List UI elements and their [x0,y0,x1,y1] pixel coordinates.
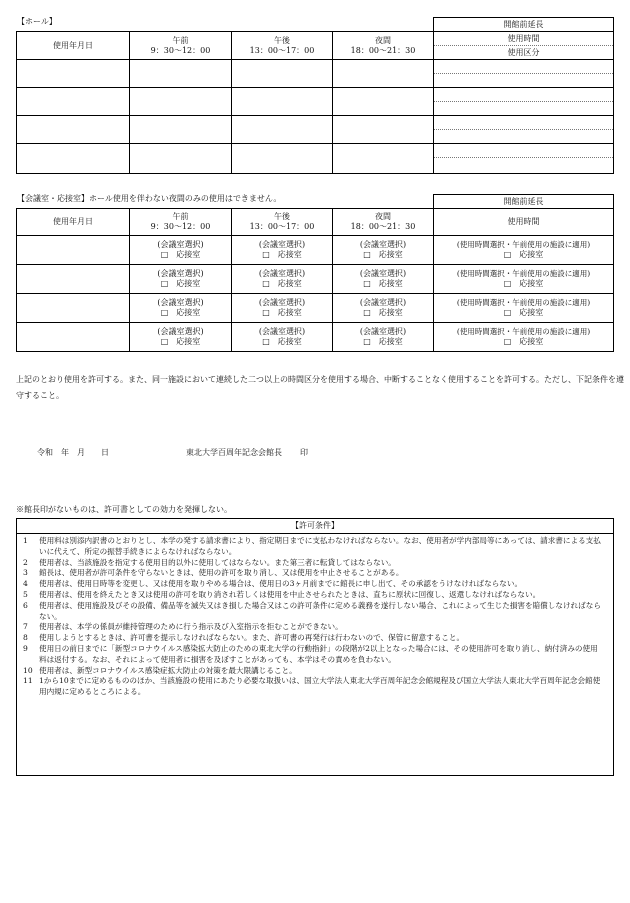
meeting-afternoon-cell[interactable]: (会議室選択) □ 応接室 [232,323,333,352]
list-item: 1 使用料は別添内訳書のとおりとし、本学の発する請求書により、指定期日までに支払わなければならない。なお、使用者が学内部局等にあっては、請求書による支払いに代えて、所定の振替手続きによらなければならない。 [23,536,601,556]
hall-slot-morning: 午前 9：30〜12：00 [130,32,232,60]
meeting-night-cell[interactable]: (会議室選択) □ 応接室 [333,323,434,352]
hall-early-cell[interactable] [434,102,614,116]
hall-afternoon-cell[interactable] [232,60,333,88]
hall-early-usage-time: 使用時間 [434,32,614,46]
hall-early-cell[interactable] [434,88,614,102]
meeting-early-cell[interactable]: (使用時間選択・午前使用の施設に適用) □ 応接室 [434,265,614,294]
seal-mark: 印 [300,448,308,457]
hall-slot-afternoon: 午後 13：00〜17：00 [232,32,333,60]
meeting-morning-cell[interactable]: (会議室選択) □ 応接室 [130,236,232,265]
conditions-list [17,534,613,698]
meeting-morning-cell[interactable]: (会議室選択) □ 応接室 [130,265,232,294]
meeting-slot-afternoon: 午後 13：00〜17：00 [232,209,333,236]
meeting-morning-cell[interactable]: (会議室選択) □ 応接室 [130,294,232,323]
table-row [17,116,434,144]
permit-conditions-box [16,518,614,776]
hall-night-cell[interactable] [333,144,434,174]
hall-morning-cell[interactable] [130,144,232,174]
list-item: 2 使用者は、当該施設を指定する使用目的以外に使用してはならない。また第三者に転貸してはならない。 [23,557,396,567]
table-row [17,294,434,323]
meeting-booking-table [16,208,434,352]
hall-early-cell[interactable] [434,74,614,88]
meeting-early-opening-table [433,194,614,352]
hall-night-cell[interactable] [333,88,434,116]
table-row [17,60,434,88]
meeting-afternoon-cell[interactable]: (会議室選択) □ 応接室 [232,294,333,323]
meeting-night-cell[interactable]: (会議室選択) □ 応接室 [333,236,434,265]
list-item: 10 使用者は、新型コロナウイルス感染症拡大防止の対策を最大限講じること。 [23,665,297,675]
meeting-afternoon-cell[interactable]: (会議室選択) □ 応接室 [232,236,333,265]
meeting-section-label: 【会議室・応接室】ホール使用を伴わない夜間のみの使用はできません。 [17,194,282,203]
hall-afternoon-cell[interactable] [232,116,333,144]
issue-date: 令和 年 月 日 [37,448,109,457]
list-item: 3 館長は、使用者が許可条件を守らないときは、使用の許可を取り消し、又は使用を中止させることがある。 [23,568,404,578]
list-item: 8 使用しようとするときは、許可書を提示しなければならない。また、許可書の再発行は行わないので、保管に留意すること。 [23,633,465,643]
hall-slot-night: 夜間 18：00〜21：30 [333,32,434,60]
list-item: 9 使用日の前日までに「新型コロナウイルス感染拡大防止のための東北大学の行動指針」の段階が2以上となった場合には、その使用許可を取り消し、納付済みの使用料は返付する。なお、それによって使用者に損害を及ぼすことがあっても、本学はその責めを負わない。 [23,643,598,664]
list-item: 6 使用者は、使用施設及びその設備、備品等を滅失又はき損した場合又はこの許可条件に定める義務を遂行しない場合、これによって生じた損害を賠償しなければならない。 [23,600,601,621]
table-row [17,144,434,174]
hall-date-cell[interactable] [17,144,130,174]
meeting-afternoon-cell[interactable]: (会議室選択) □ 応接室 [232,265,333,294]
hall-early-cell[interactable] [434,116,614,130]
hall-early-cell[interactable] [434,144,614,158]
meeting-date-cell[interactable] [17,323,130,352]
meeting-date-header: 使用年月日 [53,217,93,226]
hall-early-title: 開館前延長 [503,19,544,29]
hall-date-header: 使用年月日 [53,40,93,50]
meeting-early-cell[interactable]: (使用時間選択・午前使用の施設に適用) □ 応接室 [434,294,614,323]
hall-afternoon-cell[interactable] [232,144,333,174]
table-row [17,236,434,265]
meeting-morning-cell[interactable]: (会議室選択) □ 応接室 [130,323,232,352]
hall-early-cell[interactable] [434,130,614,144]
hall-morning-cell[interactable] [130,88,232,116]
meeting-night-cell[interactable]: (会議室選択) □ 応接室 [333,294,434,323]
meeting-slot-night: 夜間 18：00〜21：30 [333,209,434,236]
list-item: 4 使用者は、使用日時等を変更し、又は使用を取りやめる場合は、使用日の3ヶ月前までに館長に申し出て、その承認をうけなければならない。 [23,579,523,589]
meeting-date-cell[interactable] [17,236,130,265]
table-row [17,265,434,294]
meeting-date-cell[interactable] [17,294,130,323]
table-row [17,88,434,116]
hall-night-cell[interactable] [333,60,434,88]
hall-afternoon-cell[interactable] [232,88,333,116]
list-item: 7 使用者は、本学の係員が維持管理のために行う指示及び入室指示を拒むことができない。 [23,622,343,632]
hall-date-cell[interactable] [17,88,130,116]
permission-statement: 上記のとおり使用を許可する。また、同一施設において連続した二つ以上の時間区分を使用する場合、中断することなく使用することを許可する。ただし、下記条件を遵守すること。 [16,375,624,400]
hall-booking-table [16,31,434,174]
meeting-early-cell[interactable]: (使用時間選択・午前使用の施設に適用) □ 応接室 [434,323,614,352]
seal-validity-note: ※館長印がないものは、許可書としての効力を発揮しない。 [16,505,232,514]
conditions-title: 【許可条件】 [17,519,613,534]
meeting-night-cell[interactable]: (会議室選択) □ 応接室 [333,265,434,294]
meeting-early-title: 開館前延長 [503,196,544,206]
hall-morning-cell[interactable] [130,60,232,88]
hall-early-usage-category: 使用区分 [434,46,614,60]
meeting-date-cell[interactable] [17,265,130,294]
hall-section-label: 【ホール】 [17,17,57,26]
hall-date-cell[interactable] [17,116,130,144]
meeting-slot-morning: 午前 9：30〜12：00 [130,209,232,236]
meeting-early-cell[interactable]: (使用時間選択・午前使用の施設に適用) □ 応接室 [434,236,614,265]
hall-early-cell[interactable] [434,60,614,74]
hall-date-cell[interactable] [17,60,130,88]
issuer-name: 東北大学百周年記念会館長 [186,448,282,457]
meeting-early-usage-time: 使用時間 [434,209,614,236]
hall-morning-cell[interactable] [130,116,232,144]
hall-early-cell[interactable] [434,158,614,174]
list-item: 5 使用者は、使用を終えたとき又は使用の許可を取り消され若しくは使用を中止させられたときは、直ちに原状に回復し、返還しなければならない。 [23,589,541,599]
hall-night-cell[interactable] [333,116,434,144]
table-row [17,323,434,352]
hall-early-opening-table [433,17,614,174]
list-item: 11 1から10までに定めるもののほか、当該施設の使用にあたり必要な取扱いは、国立大学法人東北大学百周年記念会館規程及び国立大学法人東北大学百周年記念会館使用内規に定めるところによる。 [23,676,601,697]
